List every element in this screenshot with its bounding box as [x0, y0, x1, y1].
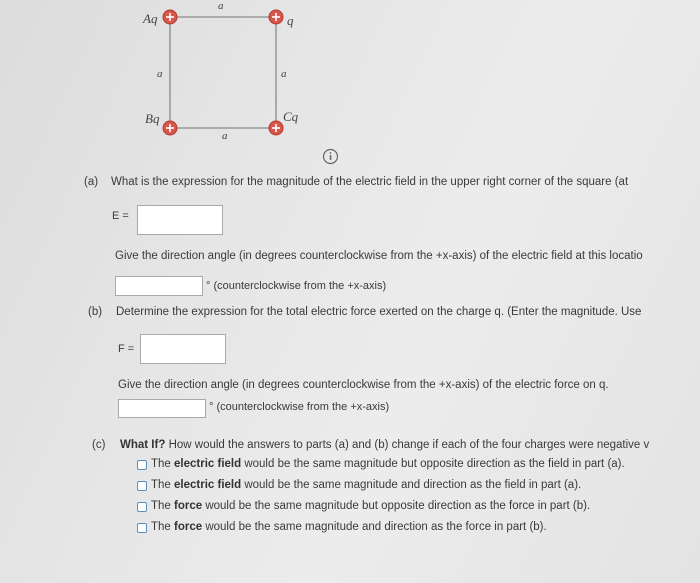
what-if-bold: What If? [120, 439, 166, 451]
force-direction-input[interactable] [118, 399, 206, 418]
charge-bottom-right [269, 121, 283, 135]
part-b-direction-prompt: Give the direction angle (in degrees counterclockwise from the +x-axis) of the electric force on q. [118, 379, 609, 391]
right-side-label: a [281, 68, 287, 80]
option-2-text: The electric field would be the same magnitude and direction as the field in part (a). [151, 479, 582, 491]
option-1-checkbox[interactable] [137, 460, 147, 470]
e-field-label: E = [112, 210, 129, 222]
part-b-unit: ° (counterclockwise from the +x-axis) [209, 401, 390, 413]
bottom-side-label: a [222, 130, 228, 142]
option-3-text: The force would be the same magnitude but opposite direction as the force in part (b). [151, 500, 591, 512]
part-a-direction-prompt: Give the direction angle (in degrees counterclockwise from the +x-axis) of the electric field at this locatio [115, 250, 643, 262]
part-b-label: (b) [88, 306, 103, 318]
force-label: F = [118, 343, 135, 355]
charge-square-diagram [0, 0, 700, 160]
charge-label-top-left: Aq [143, 11, 158, 26]
option-2-checkbox[interactable] [137, 481, 147, 491]
part-c-label: (c) [92, 439, 106, 451]
option-4-text: The force would be the same magnitude and direction as the force in part (b). [151, 521, 547, 533]
charge-label-bottom-right: Cq [283, 109, 299, 124]
part-a-question: What is the expression for the magnitude of the electric field in the upper right corner of the square (at [111, 176, 629, 188]
left-side-label: a [157, 68, 163, 80]
part-a-label: (a) [84, 176, 99, 188]
part-c-question-rest: How would the answers to parts (a) and (b) change if each of the four charges were negative v [168, 439, 650, 451]
option-4-checkbox[interactable] [137, 523, 147, 533]
charge-label-top-right: q [287, 13, 294, 28]
charge-top-right [269, 10, 283, 24]
part-c-question [120, 439, 649, 451]
option-3-checkbox[interactable] [137, 502, 147, 512]
e-direction-input[interactable] [115, 276, 203, 296]
part-b-question: Determine the expression for the total electric force exerted on the charge q. (Enter the magnitude. Use [116, 306, 642, 318]
charge-label-bottom-left: Bq [145, 111, 160, 126]
part-a-unit: ° (counterclockwise from the +x-axis) [206, 280, 387, 292]
top-side-label: a [218, 0, 224, 12]
option-1-text: The electric field would be the same magnitude but opposite direction as the field in part (a). [151, 458, 625, 470]
charge-bottom-left [163, 121, 177, 135]
info-icon[interactable] [322, 148, 339, 165]
charge-top-left [163, 10, 177, 24]
force-input[interactable] [140, 334, 226, 364]
e-field-input[interactable] [137, 205, 223, 235]
